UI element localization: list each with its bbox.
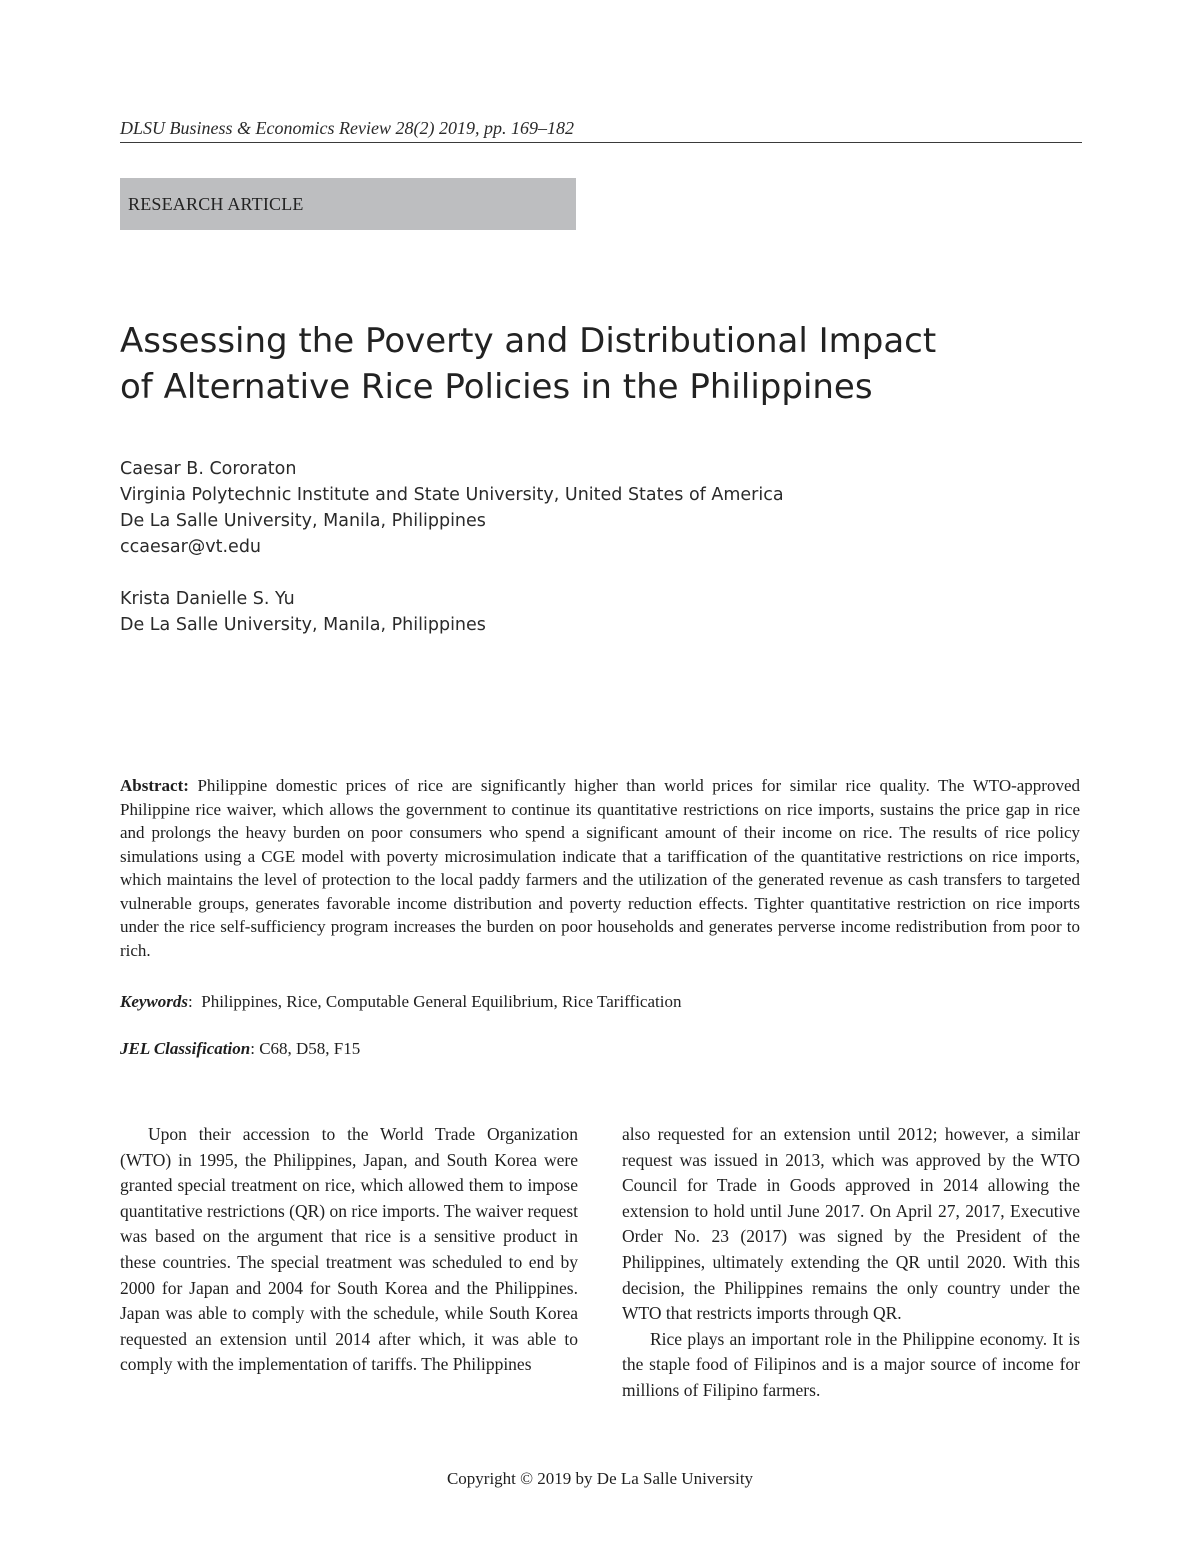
jel-separator: : [250,1039,255,1058]
author-name: Caesar B. Cororaton [120,459,297,479]
header-rule [120,142,1082,143]
jel-codes: C68, D58, F15 [259,1039,361,1058]
abstract-text: Philippine domestic prices of rice are significantly higher than world prices for similar rice quality. The WTO-approved Philippine rice waiver, which allows the government to continue its quantitative restrictions on rice imports, sustains the price gap in rice and prolongs the heavy burden on poor consumers who spend a significant amount of their income on rice. The results of rice policy simulations using a CGE model with poverty microsimulation indicate that a tariffication of the quantitative restrictions on rice imports, which maintains the level of protection to the local paddy farmers and the utilization of the generated revenue as cash transfers to targeted vulnerable groups, generates favorable income distribution and poverty reduction effects. Tighter quantitative restriction on rice imports under the rice self-sufficiency program increases the burden on poor households and generates perverse income redistribution from poor to rich. [120,776,1081,960]
author-block [120,456,1080,560]
body-paragraph: Rice plays an important role in the Philippine economy. It is the staple food of Filipinos and is a major source of income for millions of Filipino farmers. [622,1328,1080,1400]
jel-classification [120,1037,1080,1061]
article-title-line-2: of Alternative Rice Policies in the Philippines [120,367,873,407]
author-affiliation: Virginia Polytechnic Institute and State University, United States of America [120,485,784,505]
jel-label: JEL Classification [120,1039,251,1058]
author-affiliation: De La Salle University, Manila, Philippines [120,511,486,531]
keywords [120,990,1080,1014]
body-column-right [622,1122,1080,1404]
article-type-banner: RESEARCH ARTICLE [120,178,576,230]
article-title-line-1: Assessing the Poverty and Distributional Impact [120,321,937,361]
journal-running-header: DLSU Business & Economics Review 28(2) 2019, pp. 169–182 [120,118,574,138]
author-name: Krista Danielle S. Yu [120,589,295,609]
keywords-text: Philippines, Rice, Computable General Equilibrium, Rice Tariffication [201,992,682,1011]
article-title [120,318,1080,410]
author-affiliation: De La Salle University, Manila, Philippines [120,615,486,635]
author-list [120,456,1080,664]
keywords-separator: : [188,992,193,1011]
author-email: ccaesar@vt.edu [120,537,262,557]
body-paragraph: Upon their accession to the World Trade Organization (WTO) in 1995, the Philippines, Japan, and South Korea were granted special treatment on rice, which allowed them to impose quantitative restrictions (QR) on rice imports. The waiver request was based on the argument that rice is a sensitive product in these countries. The special treatment was scheduled to end by 2000 for Japan and 2004 for South Korea and the Philippines. Japan was able to comply with the schedule, while South Korea requested an extension until 2014 after which, it was able to comply with the implementation of tariffs. The Philippines [120,1124,578,1375]
body-column-left [120,1122,578,1378]
abstract [120,774,1080,962]
body-paragraph: also requested for an extension until 2012; however, a similar request was issued in 2013, which was approved by the WTO Council for Trade in Goods approved in 2014 allowing the extension to hold until June 2017. On April 27, 2017, Executive Order No. 23 (2017) was signed by the President of the Philippines, ultimately extending the QR until 2020. With this decision, the Philippines remains the only country under the WTO that restricts imports through QR. [622,1124,1080,1324]
copyright-footer: Copyright © 2019 by De La Salle University [446,1469,754,1488]
author-block [120,586,1080,638]
abstract-label: Abstract: [120,776,189,795]
keywords-label: Keywords [120,992,188,1011]
